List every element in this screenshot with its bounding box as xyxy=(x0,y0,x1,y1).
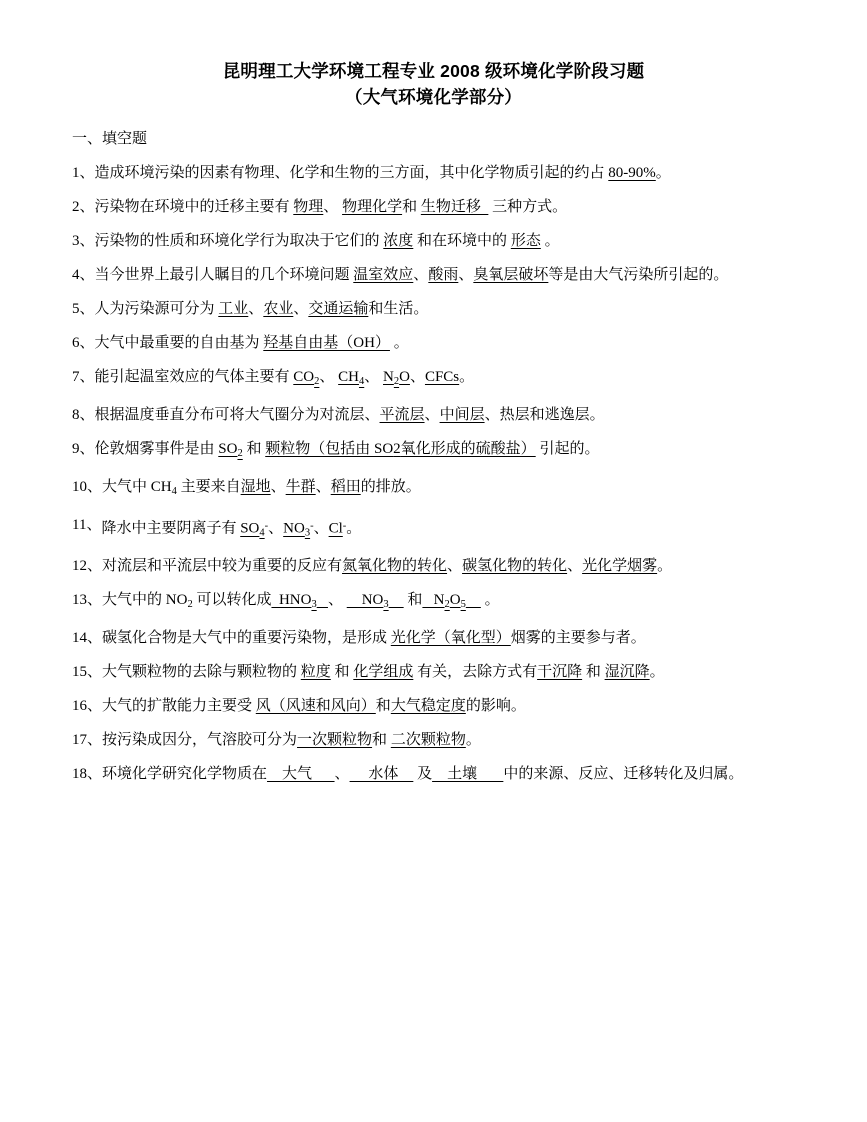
superscript: - xyxy=(264,519,269,531)
question-fragment: 及 xyxy=(413,766,433,783)
answer-blank[interactable]: 浓度 xyxy=(383,233,414,249)
question-fragment: 对流层和平流层中较为重要的反应有 xyxy=(102,558,343,575)
question-number: 11、 xyxy=(72,516,102,533)
question-fragment: 中的来源、反应、迁移转化及归属。 xyxy=(503,766,744,783)
question-fragment: 大气中最重要的自由基为 xyxy=(94,335,264,351)
answer-blank[interactable] xyxy=(389,592,404,608)
question-fragment: 和 xyxy=(375,698,391,715)
answer-blank[interactable]: 2 xyxy=(393,440,401,457)
question-fragment: 人为污染源可分为 xyxy=(94,301,219,317)
question-fragment: 和生活。 xyxy=(368,301,429,317)
question-item xyxy=(72,160,795,187)
question-text xyxy=(101,512,795,547)
answer-blank[interactable]: 牛群 xyxy=(285,478,316,495)
question-fragment: 引起的。 xyxy=(535,440,600,457)
question-fragment: 、 xyxy=(323,199,343,215)
question-fragment: 大气的扩散能力主要受 xyxy=(102,698,256,715)
superscript: - xyxy=(310,519,314,531)
answer-blank[interactable]: 温室效应 xyxy=(353,267,414,283)
question-number: 13、 xyxy=(72,592,103,609)
title-line-2: （大气环境化学部分） xyxy=(345,87,522,107)
subscript: 3 xyxy=(383,599,389,611)
question-fragment: 。 xyxy=(459,369,475,385)
question-fragment: 大气中的 NO xyxy=(102,592,188,609)
question-number: 10、 xyxy=(72,478,103,495)
question-list xyxy=(72,160,795,788)
question-fragment: 根据温度垂直分布可将大气圈分为对流层、 xyxy=(94,406,380,423)
answer-blank[interactable]: 化学组成 xyxy=(353,664,414,681)
question-item xyxy=(72,553,795,580)
question-number: 15、 xyxy=(72,664,103,681)
answer-blank[interactable]: N xyxy=(422,592,445,609)
question-fragment: 当今世界上最引人瞩目的几个环境问题 xyxy=(94,267,354,283)
question-fragment: 降水中主要阴离子有 xyxy=(101,520,241,537)
question-text xyxy=(102,587,795,618)
question-text xyxy=(95,436,795,467)
question-fragment: 主要来自 xyxy=(176,478,241,495)
question-fragment: 的影响。 xyxy=(465,698,526,715)
question-fragment: 能引起温室效应的气体主要有 xyxy=(94,369,294,385)
subscript: 3 xyxy=(304,527,311,539)
answer-blank[interactable]: 大气 xyxy=(267,766,335,783)
question-fragment: 。 xyxy=(657,558,673,575)
question-number: 8、 xyxy=(72,406,95,423)
question-text xyxy=(102,659,795,686)
question-text xyxy=(95,330,795,357)
question-fragment: 和在环境中的 xyxy=(413,233,511,249)
answer-blank[interactable]: 稻田 xyxy=(330,478,361,495)
question-item xyxy=(72,228,795,255)
answer-blank[interactable]: NO xyxy=(283,520,305,537)
question-fragment: 、 xyxy=(567,558,583,575)
question-fragment: 和 xyxy=(402,199,421,215)
section-heading: 一、填空题 xyxy=(72,131,148,147)
question-text xyxy=(95,194,795,221)
question-fragment: 、 xyxy=(270,478,286,495)
answer-blank[interactable]: 工业 xyxy=(218,301,249,317)
subscript: 4 xyxy=(259,527,265,539)
question-number: 3、 xyxy=(72,233,95,249)
question-fragment: 大气颗粒物的去除与颗粒物的 xyxy=(102,664,301,681)
answer-blank[interactable]: 生物迁移 xyxy=(420,199,489,215)
question-fragment: 和 xyxy=(372,732,391,749)
question-item xyxy=(72,512,795,547)
answer-blank[interactable]: 二次颗粒物 xyxy=(390,732,466,749)
answer-blank[interactable]: HNO xyxy=(271,592,312,609)
subscript: 2 xyxy=(187,599,193,611)
superscript: - xyxy=(342,519,347,531)
question-number: 5、 xyxy=(72,301,95,317)
subscript: 2 xyxy=(444,599,450,611)
question-fragment: 。 xyxy=(649,664,665,681)
question-number: 6、 xyxy=(72,335,95,351)
subscript: 5 xyxy=(460,599,466,611)
question-fragment: 烟雾的主要参与者。 xyxy=(510,630,646,647)
answer-blank[interactable]: 氮氧化物的转化 xyxy=(342,558,448,575)
question-fragment: 、 xyxy=(327,592,347,609)
question-number: 18、 xyxy=(72,766,103,783)
question-text xyxy=(95,228,795,255)
question-number: 2、 xyxy=(72,199,95,215)
subscript: 2 xyxy=(393,375,400,387)
question-text xyxy=(95,402,795,429)
question-item xyxy=(72,693,795,720)
question-number: 12、 xyxy=(72,558,103,575)
answer-blank[interactable]: NO xyxy=(346,592,384,609)
question-fragment: 、 xyxy=(315,478,331,495)
question-fragment: 可以转化成 xyxy=(192,592,272,609)
question-fragment: 、 xyxy=(319,369,339,385)
answer-blank[interactable]: 氧化形成的硫酸盐） xyxy=(400,440,536,457)
question-fragment: 造成环境污染的因素有物理、化学和生物的三方面，其中化学物质引起的约占 xyxy=(94,165,609,181)
question-fragment: 。 xyxy=(480,592,500,609)
question-item xyxy=(72,364,795,395)
question-text xyxy=(102,693,795,720)
answer-blank[interactable]: 物理化学 xyxy=(342,199,403,215)
question-item xyxy=(72,474,795,505)
subscript: 3 xyxy=(311,599,317,611)
answer-blank[interactable]: 粒度 xyxy=(300,664,331,681)
question-number: 1、 xyxy=(72,165,95,181)
question-fragment: 、 xyxy=(313,520,329,537)
question-text xyxy=(95,364,795,395)
question-text xyxy=(102,553,795,580)
question-number: 17、 xyxy=(72,732,103,749)
question-fragment: 碳氢化合物是大气中的重要污染物，是形成 xyxy=(102,630,391,647)
subscript: 2 xyxy=(314,375,320,387)
answer-blank[interactable]: 碳氢化物的转化 xyxy=(462,558,568,575)
question-fragment: 环境化学研究化学物质在 xyxy=(102,766,268,783)
question-fragment: 和 xyxy=(582,664,605,681)
answer-blank[interactable]: Cl xyxy=(328,520,343,537)
answer-blank[interactable]: 臭氧层破坏 xyxy=(473,267,549,283)
question-fragment: 。 xyxy=(346,520,362,537)
question-item xyxy=(72,296,795,323)
question-item xyxy=(72,402,795,429)
answer-blank[interactable]: CH xyxy=(338,369,359,385)
question-number: 7、 xyxy=(72,369,95,385)
question-number: 4、 xyxy=(72,267,95,283)
question-item xyxy=(72,587,795,618)
question-item xyxy=(72,262,795,289)
question-item xyxy=(72,625,795,652)
answer-blank[interactable]: 酸雨 xyxy=(428,267,459,283)
answer-blank[interactable]: 土壤 xyxy=(432,766,504,783)
question-fragment: 和 xyxy=(242,440,266,457)
answer-blank[interactable]: 农业 xyxy=(263,301,294,317)
answer-blank[interactable]: 80-90% xyxy=(608,165,656,181)
answer-blank[interactable]: SO xyxy=(218,440,238,457)
question-text xyxy=(102,625,795,652)
answer-blank[interactable]: O xyxy=(449,592,461,609)
question-fragment: 、 xyxy=(268,520,284,537)
question-item xyxy=(72,727,795,754)
answer-blank[interactable]: 水体 xyxy=(349,766,414,783)
question-fragment: 和 xyxy=(403,592,423,609)
question-text xyxy=(95,262,795,289)
question-fragment: 、 xyxy=(364,369,383,385)
question-fragment: 、 xyxy=(334,766,350,783)
answer-blank[interactable]: 形态 xyxy=(510,233,541,249)
subscript: 4 xyxy=(171,485,177,497)
question-fragment: 伦敦烟雾事件是由 xyxy=(94,440,219,457)
answer-blank[interactable]: 湿地 xyxy=(240,478,271,495)
answer-blank[interactable]: CO xyxy=(293,369,315,385)
answer-blank[interactable]: 干沉降 xyxy=(537,664,583,681)
question-item xyxy=(72,761,795,788)
question-fragment: 三种方式。 xyxy=(488,199,568,215)
answer-blank[interactable]: 一次颗粒物 xyxy=(297,732,373,749)
question-item xyxy=(72,194,795,221)
question-fragment: 、 xyxy=(293,301,309,317)
question-fragment: 、 xyxy=(409,369,425,385)
question-fragment: 、热层和逃逸层。 xyxy=(484,406,605,423)
answer-blank[interactable]: 羟基自由基（OH） xyxy=(263,335,390,351)
question-item xyxy=(72,330,795,357)
question-fragment: 和 xyxy=(330,664,354,681)
question-fragment: 、 xyxy=(424,406,440,423)
question-item xyxy=(72,659,795,686)
question-fragment: 。 xyxy=(465,732,481,749)
answer-blank[interactable]: 光化学烟雾 xyxy=(582,558,658,575)
answer-blank[interactable]: 物理 xyxy=(293,199,324,215)
question-number: 14、 xyxy=(72,630,103,647)
answer-blank[interactable]: 湿沉降 xyxy=(604,664,650,681)
question-text xyxy=(95,160,795,187)
question-text xyxy=(95,296,795,323)
answer-blank[interactable]: O xyxy=(399,369,410,385)
question-fragment: 有关，去除方式有 xyxy=(413,664,538,681)
question-fragment: 大气中 CH xyxy=(102,478,172,495)
subscript: 2 xyxy=(237,447,243,459)
answer-blank[interactable]: 颗粒物（包括由 SO xyxy=(265,440,394,457)
question-fragment: 、 xyxy=(248,301,264,317)
answer-blank[interactable]: SO xyxy=(240,520,260,537)
answer-blank[interactable] xyxy=(466,592,481,608)
question-fragment: 等是由大气污染所引起的。 xyxy=(548,267,729,283)
document-title xyxy=(72,58,795,110)
question-fragment: 、 xyxy=(413,267,429,283)
question-fragment: 、 xyxy=(458,267,474,283)
question-number: 16、 xyxy=(72,698,103,715)
question-fragment: 按污染成因分，气溶胶可分为 xyxy=(102,732,298,749)
question-text xyxy=(102,761,795,788)
question-fragment: 的排放。 xyxy=(360,478,421,495)
question-fragment: 。 xyxy=(540,233,560,249)
answer-blank[interactable]: 中间层 xyxy=(439,406,485,423)
question-text xyxy=(102,474,795,505)
question-fragment: 污染物在环境中的迁移主要有 xyxy=(94,199,294,215)
question-fragment: 。 xyxy=(389,335,409,351)
answer-blank[interactable] xyxy=(317,592,328,608)
title-line-1: 昆明理工大学环境工程专业 2008 级环境化学阶段习题 xyxy=(222,61,645,81)
question-text xyxy=(102,727,795,754)
answer-blank[interactable]: 大气稳定度 xyxy=(390,698,466,715)
answer-blank[interactable]: 交通运输 xyxy=(308,301,369,317)
subscript: 4 xyxy=(358,375,365,387)
answer-blank[interactable]: 风（风速和风向） xyxy=(255,698,376,715)
answer-blank[interactable]: 平流层 xyxy=(379,406,425,423)
answer-blank[interactable]: CFCs xyxy=(424,369,460,385)
question-number: 9、 xyxy=(72,440,95,457)
question-fragment: 。 xyxy=(655,165,671,181)
question-fragment: 、 xyxy=(447,558,463,575)
question-fragment: 污染物的性质和环境化学行为取决于它们的 xyxy=(94,233,384,249)
question-item xyxy=(72,436,795,467)
answer-blank[interactable]: 光化学（氧化型） xyxy=(390,630,511,647)
answer-blank[interactable]: N xyxy=(383,369,394,385)
